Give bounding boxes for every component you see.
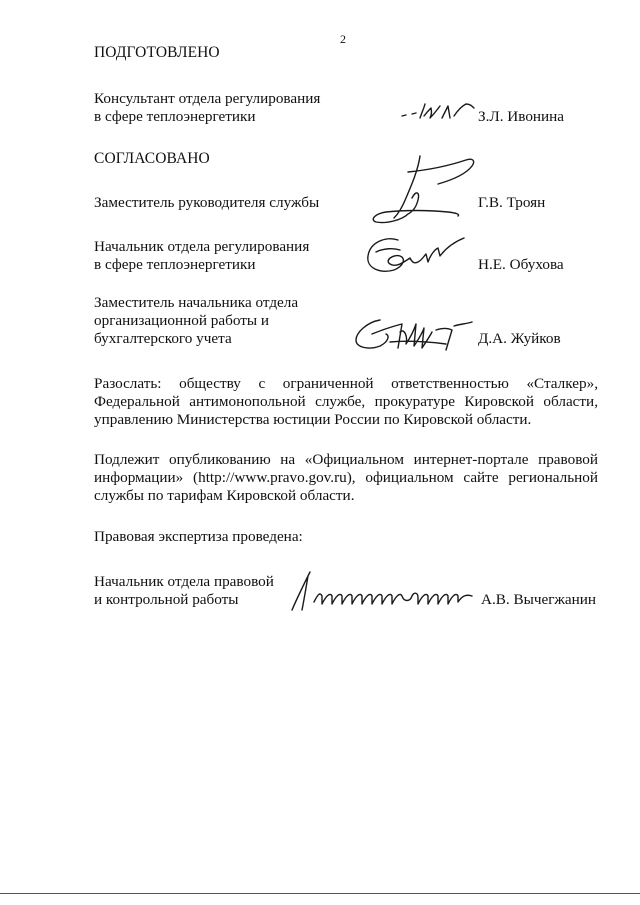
bottom-rule (0, 893, 640, 894)
signer-1-name: Г.В. Троян (478, 194, 546, 211)
signer-3-title-line-1: Заместитель начальника отдела (94, 294, 299, 311)
signer-1-title: Заместитель руководителя службы (94, 194, 320, 211)
signer-3-title-line-3: бухгалтерского учета (94, 330, 232, 347)
signer-2-title-line-1: Начальник отдела регулирования (94, 238, 310, 255)
agreed-heading: СОГЛАСОВАНО (94, 150, 210, 167)
signature-zhuikov (350, 312, 475, 356)
distribution-text: Разослать: обществу с ограниченной ответственностью «Сталкер», Федеральной антимонопольной службе, прокуратуре Кировской области, управлению Министерства юстиции России по Кировской области. (94, 375, 598, 428)
legal-review-name: А.В. Вычегжанин (481, 591, 597, 608)
signature-troyan (368, 152, 478, 232)
signer-2-title-line-2: в сфере теплоэнергетики (94, 256, 256, 273)
signer-3-title-line-2: организационной работы и (94, 312, 269, 329)
signature-obukhova (360, 228, 470, 280)
signer-2-name: Н.Е. Обухова (478, 256, 564, 273)
legal-review-title-line-1: Начальник отдела правовой (94, 573, 274, 590)
prepared-title-line-2: в сфере теплоэнергетики (94, 108, 256, 125)
prepared-title-line-1: Консультант отдела регулирования (94, 90, 321, 107)
prepared-name: З.Л. Ивонина (478, 108, 565, 125)
publication-text: Подлежит опубликованию на «Официальном интернет-портале правовой информации» (http://www.pravo.gov.ru), официальном сайте региональной службы по тарифам Кировской области. (94, 451, 598, 504)
signature-vychegzhanin (288, 566, 484, 614)
signature-ivonina (400, 96, 476, 126)
prepared-heading: ПОДГОТОВЛЕНО (94, 44, 220, 61)
legal-review-statement: Правовая экспертиза проведена: (94, 528, 303, 545)
page-number: 2 (340, 32, 346, 46)
legal-review-title-line-2: и контрольной работы (94, 591, 239, 608)
signer-3-name: Д.А. Жуйков (478, 330, 561, 347)
